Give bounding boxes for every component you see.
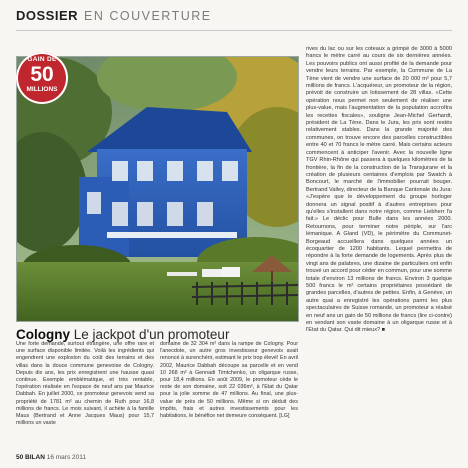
section-name: DOSSIER xyxy=(16,8,79,23)
magazine-brand: BILAN xyxy=(25,454,45,461)
issue-date: 16 mars 2011 xyxy=(46,454,86,461)
page-number: 50 xyxy=(16,454,24,461)
main-column: rives du lac ou sur les coteaux a grimpé de 3000 à 5000 francs le mètre carré au cours de six dernières années. Les pouvoirs publics ont aussi profité de la demande pour vendre leurs terrains. Par exemple, la Commune de La Tène vient de vendre une surface de 20 000 m² pour 5,7 millions de francs. L'acquéreur, un promoteur de la région, prévoit de construire un lotissement de 28 villas. «Cette opération nous permet non seulement de réaliser une plus-value, mais l'augmentation de la population accroîtra les recettes fiscales», souligne Jean-Michel Gerhardt, président de La Tène. Dans le Jura, les prix sont restés relativement stables. Dans la grande majorité des communes, on trouve encore des parcelles constructibles entre 40 et 70 francs le mètre carré. Mais certains acteurs commencent à anticiper l'avenir. Avec la nouvelle ligne TGV Rhin-Rhône qui passera à quelques kilomètres de la frontière, la fin de la construction de la Transjurane et la création de plusieurs centaines d'emplois par Swatch à Boncourt, le marché de l'immobilier pourrait bouger. Bertrand Valley, directeur de la Banque Cantonale du Jura: «J'espère que le développement du groupe horloger donnera un signal positif à d'autres entreprises pour qu'elles s'installent dans notre région, comme Liebherr l'a fait.» Le déclic pour Bulle dans les années 2000. Retournons, pour terminer notre périple, sur l'arc lémanique. A Gland (VD), le périmètre du Communet-Borgeaud accueillera dans quelques années un écoquartier de 1200 habitants. Lequel permettra de répondre à la forte demande de logements. Après plus de vingt ans de palabres, une dizaine de particuliers ont enfin trouvé un accord pour céder en commun, pour une somme totale d'environ 13 millions de francs. Environ 3 quelque 500 francs le m² certains propriétaires possédant de grandes parcelles, d'autres de petites. Enfin, à Genève, un autre quai a enregistré les opérations parmi les plus spectaculaires de Suisse romande, un promoteur a réalisé en neuf ans un gain de 50 millions de francs (lire ci-contre) en vendant son vaste domaine à un oligarque russe et à l'Etat du Qatar. Qui dit mieux? ■ xyxy=(306,46,452,334)
article-headline xyxy=(16,327,301,342)
headline-rest: Le jackpot d'un promoteur xyxy=(73,327,230,342)
page-footer xyxy=(16,454,86,461)
badge-top-text: GAIN DE xyxy=(27,56,57,63)
section-header xyxy=(16,8,212,30)
headline-city: Cologny xyxy=(16,327,70,342)
badge-value: 50 xyxy=(30,63,54,86)
sidebar-column-2: domaine de 32 304 m² dans la rampe de Cologny. Pour l'anecdote, un autre gros investisseur genevois avait renoncé à surenchérir, estimant le prix trop élevé! En avril 2002, Maurice Dabbah découpe sa parcelle et en vend 10 268 m² à Gennadi Timtchenko, un oligarque russe, pour 18,4 millions. En août 2009, le promoteur cède le reste de son domaine, soit 22 036m², à l'Etat du Qatar pour la jolie somme de 47 millions. Au final, une plus-value de près de 50 millions. Même si on déduit des impôts, frais et autres investissements pour les habitations, le bénéfice net demeure conséquent. [LG] xyxy=(160,341,298,420)
header-rule xyxy=(16,30,452,31)
gain-badge xyxy=(16,52,68,104)
badge-bottom-text: MILLIONS xyxy=(26,86,58,93)
section-kicker: EN COUVERTURE xyxy=(84,9,212,23)
sidebar-column-1: Une forte demande, surtout étrangère, une offre rare et une surface disponible limitée. Voilà les ingrédients qui engendrent une explosion du coût des terrains et des villas dans la douce commune genevoise de Cologny. Depuis dix ans, les prix enregistrent une hausse quasi continue. Exemple emblématique, et très rentable, l'opération réalisée en l'espace de neuf ans par Maurice Dabbah. En juillet 2000, ce promoteur genevois vend sa propriété de 1781 m² au chemin de Ruth pour 16,8 millions de francs. Le mois suivant, il achète à la famille Maus (Bertrand et Anne Jacques Maus) pour 15,7 millions un vaste xyxy=(16,341,154,427)
